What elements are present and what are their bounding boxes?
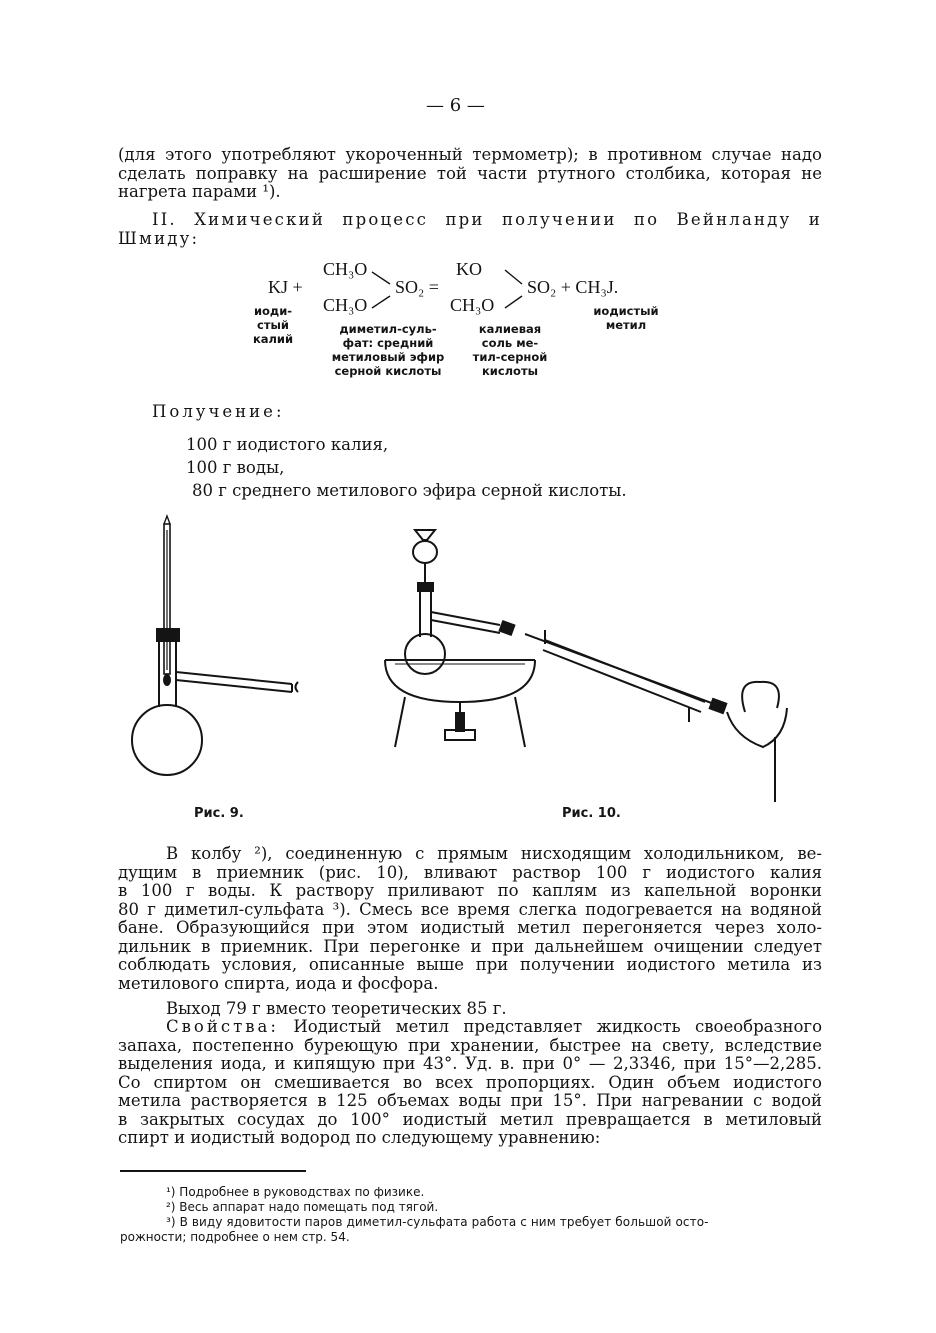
body-line: В колбу ²), соединенную с прямым нисходящим холодильником, ве- xyxy=(166,844,822,863)
properties-heading: Свойства: xyxy=(166,1017,279,1036)
figure-9-distillation-flask xyxy=(120,510,320,800)
yield-line: Выход 79 г вместо теоретических 85 г. xyxy=(166,999,507,1018)
body-line: в закрытых сосудах до 100° иодистый метил превращается в метиловый xyxy=(118,1109,822,1129)
properties-first-text: Иодистый метил представляет жидкость своеобразного xyxy=(293,1017,823,1036)
body-line: спирт и иодистый водород по следующему уравнению: xyxy=(118,1128,601,1147)
label-line: иоди- xyxy=(253,304,293,318)
eq-ch3o-right: CH₃O xyxy=(450,295,495,315)
footnote: ²) Весь аппарат надо помещать под тягой. xyxy=(166,1200,439,1214)
label-methyl-iodide xyxy=(586,304,666,332)
intro-line: нагрета парами ¹). xyxy=(118,182,281,201)
label-line: стый xyxy=(257,318,289,332)
footnote: рожности; подробнее о нем стр. 54. xyxy=(120,1230,350,1244)
eq-bond-lines xyxy=(0,0,936,330)
label-potassium-iodide xyxy=(248,304,298,346)
footnotes xyxy=(120,1185,824,1245)
page-number: — 6 — xyxy=(426,95,485,116)
body-line: запаха, постепенно буреющую при хранении, быстрее на свету, вследствие xyxy=(118,1035,822,1055)
section-heading-line: II. Химический процесс при получении по Вейнланду и xyxy=(152,210,822,229)
intro-line: (для этого употребляют укороченный термометр); в противном случае надо xyxy=(118,145,822,164)
eq-ko: KO xyxy=(456,259,482,279)
label-line: тил-серной xyxy=(472,350,548,364)
body-line: Со спиртом он смешивается во всех пропорциях. Один объем иодистого xyxy=(118,1072,822,1092)
body-paragraph-1 xyxy=(118,845,822,993)
eq-ch3o-top: CH₃O xyxy=(323,259,368,279)
intro-line: сделать поправку на расширение той части ртутного столбика, которая не xyxy=(118,163,822,183)
reagent-list xyxy=(186,433,627,502)
label-line: серной кислоты xyxy=(334,364,442,378)
body-line: метила растворяется в 125 объемах воды при 15°. При нагревании с водой xyxy=(118,1091,822,1110)
reagent-item: 100 г иодистого калия, xyxy=(186,435,389,454)
eq-kj: KJ + xyxy=(268,277,303,297)
label-line: соль ме- xyxy=(481,336,539,350)
reagent-item: 100 г воды, xyxy=(186,458,285,477)
eq-ch3o-bottom: CH₃O xyxy=(323,295,368,315)
footnote: ³) В виду ядовитости паров диметил-сульфата работа с ним требует большой осто- xyxy=(166,1215,709,1229)
preparation-heading: Получение: xyxy=(152,402,285,421)
eq-so2-equals: SO₂ = xyxy=(395,277,439,297)
figure-10-distillation-apparatus xyxy=(375,512,815,802)
properties-paragraph xyxy=(118,1018,822,1148)
body-line: метилового спирта, иода и фосфора. xyxy=(118,973,439,993)
figure-10-caption: Рис. 10. xyxy=(562,806,621,821)
label-line: метиловый эфир xyxy=(331,350,445,364)
label-potassium-methylsulfate xyxy=(460,322,560,378)
eq-so2-plus-ch3j: SO₂ + CH₃J. xyxy=(527,277,619,297)
body-line: дильник в приемник. При перегонке и при дальнейшем очищении следует xyxy=(118,936,822,956)
section-heading-line: Шмиду: xyxy=(118,228,200,248)
body-line: 80 г диметил-сульфата ³). Смесь все время слегка подогревается на водяной xyxy=(118,899,822,919)
body-line: дущим в приемник (рис. 10), вливают раствор 100 г иодистого калия xyxy=(118,862,822,882)
properties-first-line xyxy=(118,1018,822,1037)
body-line: в 100 г воды. К раствору приливают по каплям из капельной воронки xyxy=(118,881,822,900)
figure-9-caption: Рис. 9. xyxy=(194,806,244,821)
reagent-item: 80 г среднего метилового эфира серной кислоты. xyxy=(192,481,627,500)
label-line: кислоты xyxy=(481,364,539,378)
label-line: метил xyxy=(605,318,647,332)
label-line: диметил-суль- xyxy=(339,322,437,336)
label-dimethyl-sulfate xyxy=(318,322,458,378)
label-line: иодистый xyxy=(593,304,659,318)
label-line: фат: средний xyxy=(342,336,434,350)
label-line: калиевая xyxy=(478,322,542,336)
footnote-separator xyxy=(120,1170,306,1172)
footnote: ¹) Подробнее в руководствах по физике. xyxy=(166,1185,425,1199)
body-line: бане. Образующийся при этом иодистый метил перегоняется через холо- xyxy=(118,918,822,937)
body-line: выделения иода, и кипящую при 43°. Уд. в. при 0° — 2,3346, при 15°—2,285. xyxy=(118,1054,822,1073)
body-line: соблюдать условия, описанные выше при получении иодистого метила из xyxy=(118,955,822,974)
label-line: калий xyxy=(252,332,294,346)
